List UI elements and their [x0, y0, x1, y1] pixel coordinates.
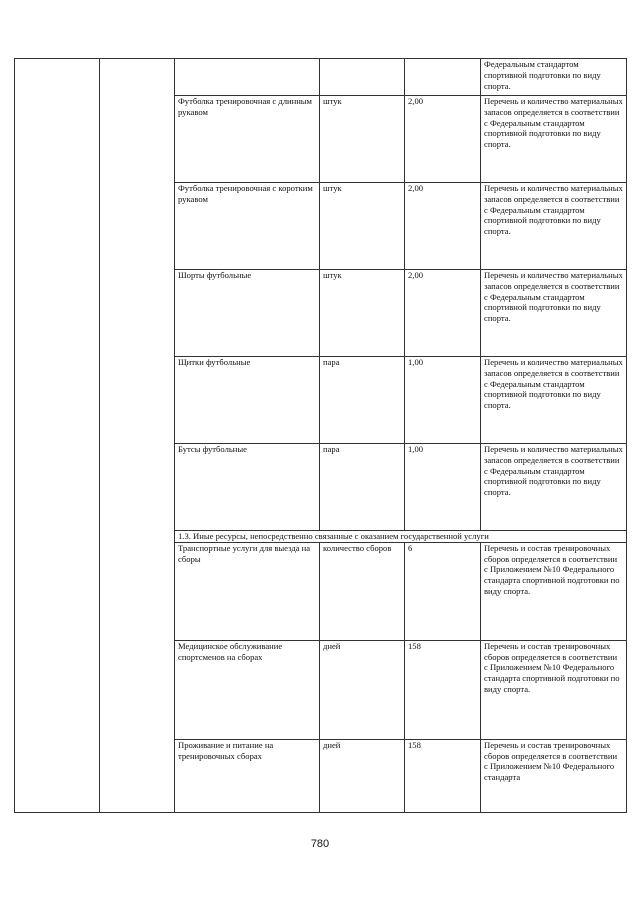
cell-unit: пара — [320, 357, 405, 444]
cell-qty: 6 — [405, 542, 481, 640]
cell-unit — [320, 59, 405, 96]
cell-note: Федеральным стандартом спортивной подготовки по виду спорта. — [481, 59, 627, 96]
cell-name: Футболка тренировочная с длинным рукавом — [175, 96, 320, 183]
page-number: 780 — [310, 838, 330, 850]
cell-note: Перечень и состав тренировочных сборов определяется в соответствии с Приложением №10 Федерального стандарта — [481, 739, 627, 812]
cell-name — [175, 59, 320, 96]
cell-name: Медицинское обслуживание спортсменов на сборах — [175, 640, 320, 739]
cell-name: Щитки футбольные — [175, 357, 320, 444]
cell-unit: штук — [320, 270, 405, 357]
merged-cell-col1 — [15, 59, 100, 813]
cell-name: Шорты футбольные — [175, 270, 320, 357]
section-header: 1.3. Иные ресурсы, непосредственно связанные с оказанием государственной услуги — [175, 531, 627, 543]
cell-qty: 1,00 — [405, 444, 481, 531]
cell-unit: штук — [320, 96, 405, 183]
cell-name: Проживание и питание на тренировочных сборах — [175, 739, 320, 812]
merged-cell-col2 — [100, 59, 175, 813]
cell-note: Перечень и количество материальных запасов определяется в соответствии с Федеральным стандартом спортивной подготовки по виду спорта. — [481, 444, 627, 531]
table-row-continuation — [15, 59, 627, 96]
cell-unit: штук — [320, 183, 405, 270]
cell-name: Транспортные услуги для выезда на сборы — [175, 542, 320, 640]
cell-qty: 2,00 — [405, 96, 481, 183]
resources-table — [14, 58, 627, 813]
cell-unit: количество сборов — [320, 542, 405, 640]
cell-name: Бутсы футбольные — [175, 444, 320, 531]
cell-unit: пара — [320, 444, 405, 531]
cell-qty: 1,00 — [405, 357, 481, 444]
cell-note: Перечень и состав тренировочных сборов определяется в соответствии с Приложением №10 Федерального стандарта спортивной подготовки по виду спорта. — [481, 542, 627, 640]
cell-note: Перечень и количество материальных запасов определяется в соответствии с Федеральным стандартом спортивной подготовки по виду спорта. — [481, 96, 627, 183]
cell-note: Перечень и количество материальных запасов определяется в соответствии с Федеральным стандартом спортивной подготовки по виду спорта. — [481, 357, 627, 444]
cell-qty: 158 — [405, 739, 481, 812]
cell-note: Перечень и количество материальных запасов определяется в соответствии с Федеральным стандартом спортивной подготовки по виду спорта. — [481, 270, 627, 357]
cell-qty — [405, 59, 481, 96]
cell-qty: 2,00 — [405, 270, 481, 357]
cell-qty: 2,00 — [405, 183, 481, 270]
cell-unit: дней — [320, 739, 405, 812]
cell-name: Футболка тренировочная с коротким рукавом — [175, 183, 320, 270]
cell-unit: дней — [320, 640, 405, 739]
cell-note: Перечень и состав тренировочных сборов определяется в соответствии с Приложением №10 Федерального стандарта спортивной подготовки по виду спорта. — [481, 640, 627, 739]
cell-qty: 158 — [405, 640, 481, 739]
cell-note: Перечень и количество материальных запасов определяется в соответствии с Федеральным стандартом спортивной подготовки по виду спорта. — [481, 183, 627, 270]
